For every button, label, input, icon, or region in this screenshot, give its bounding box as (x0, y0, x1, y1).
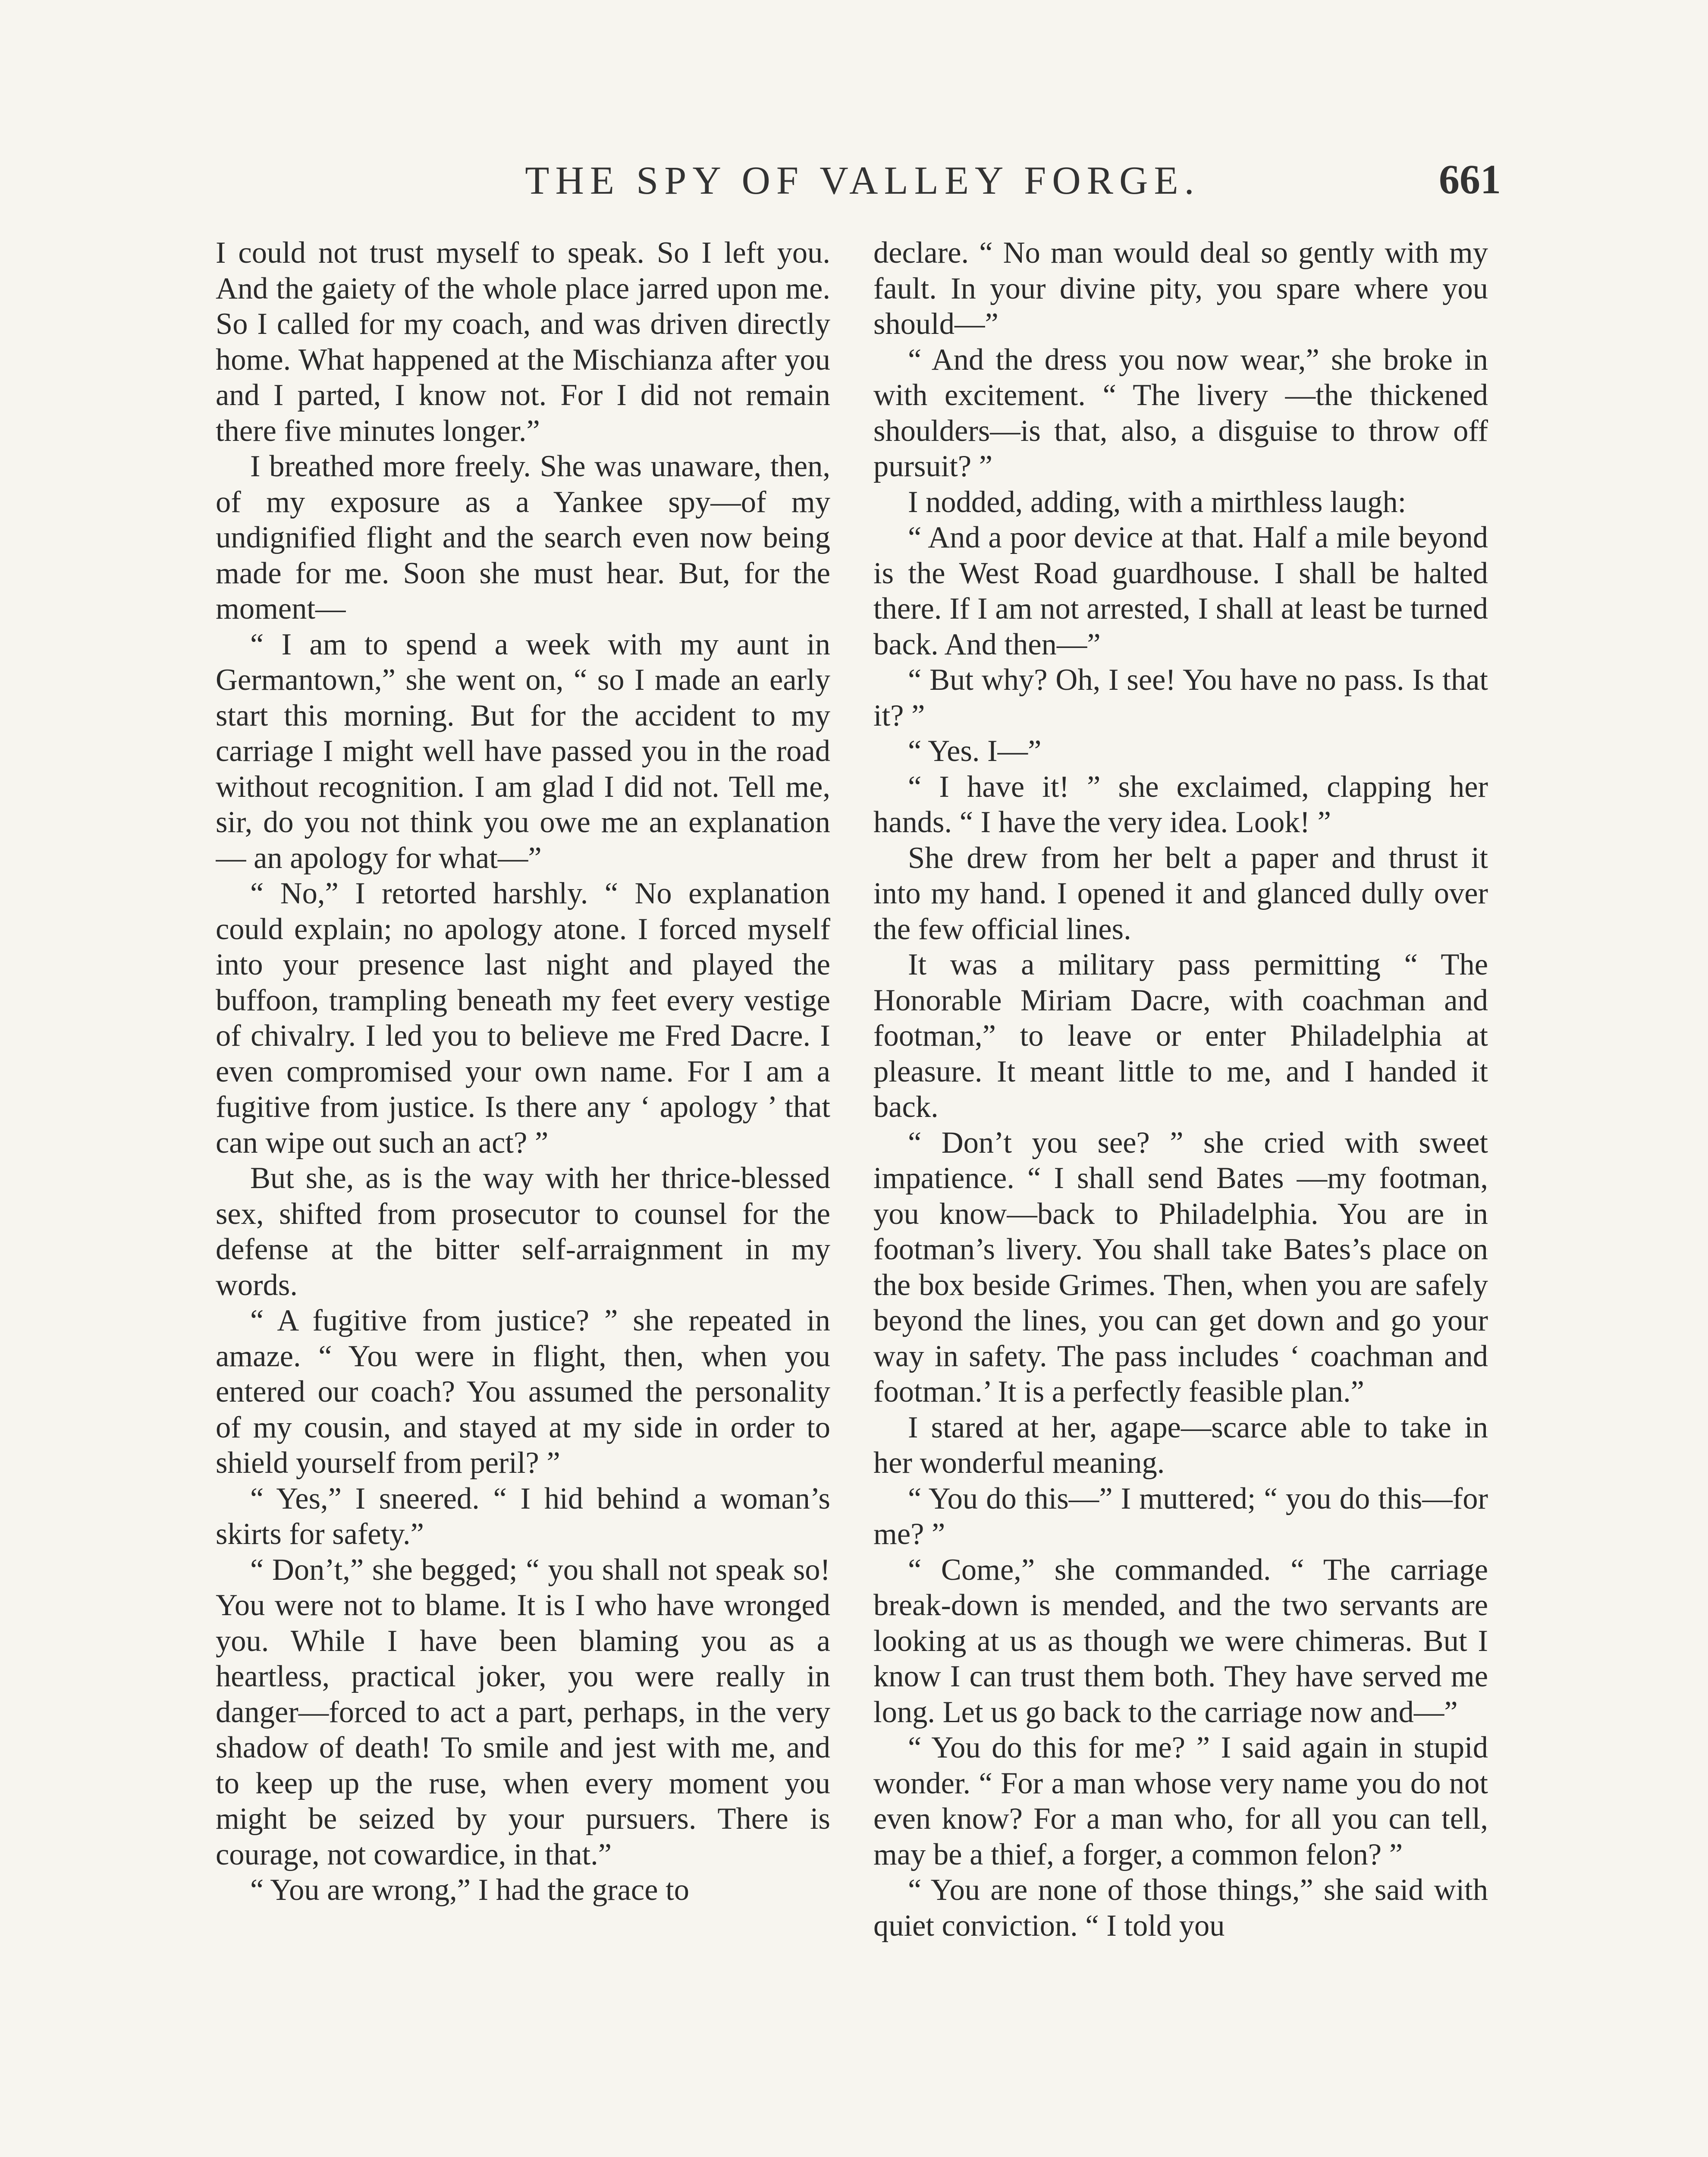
paragraph: “ I am to spend a week with my aunt in Germantown,” she went on, “ so I made an early start this morning. But for the accident to my carriage I might well have passed you in the road without recognition. I am glad I did not. Tell me, sir, do you not think you owe me an explanation — an apology for what—” (216, 627, 830, 875)
running-title: THE SPY OF VALLEY FORGE. (525, 158, 1200, 202)
paragraph: “ Yes. I—” (908, 734, 1042, 768)
paragraph: “ You do this—” I muttered; “ you do this—for me? ” (873, 1481, 1488, 1551)
paragraph: I nodded, adding, with a mirthless laugh: (908, 485, 1407, 519)
paragraph: I breathed more freely. She was unaware, then, of my exposure as a Yankee spy—of my undignified flight and the search even now being made for me. Soon she must hear. But, for the moment— (216, 450, 830, 626)
paragraph: “ Don’t you see? ” she cried with sweet impatience. “ I shall send Bates —my footman, you know—back to Philadelphia. You are in footman’s livery. You shall take Bates’s place on the box beside Grimes. Then, when you are safely beyond the lines, you can get down and go your way in safety. The pass includes ‘ coachman and footman.’ It is a perfectly feasible plan.” (873, 1126, 1488, 1409)
paragraph: “ A fugitive from justice? ” she repeated in amaze. “ You were in flight, then, when you entered our coach? You assumed the personality of my cousin, and stayed at my side in order to shield yourself from peril? ” (216, 1304, 830, 1480)
paragraph: But she, as is the way with her thrice-blessed sex, shifted from prosecutor to counsel for the defense at the bitter self-arraignment in my words. (216, 1161, 830, 1302)
paragraph: I could not trust myself to speak. So I left you. And the gaiety of the whole place jarred upon me. So I called for my coach, and was driven directly home. What happened at the Mischianza after you and I parted, I know not. For I did not remain there five minutes longer.” (216, 236, 830, 448)
right-column (873, 235, 1488, 2157)
paragraph: “ But why? Oh, I see! You have no pass. Is that it? ” (873, 663, 1488, 733)
page-number: 661 (1439, 156, 1501, 202)
paragraph: “ And the dress you now wear,” she broke in with excitement. “ The livery —the thickened shoulders—is that, also, a disguise to throw off pursuit? ” (873, 343, 1488, 483)
paragraph: “ Come,” she commanded. “ The carriage break-down is mended, and the two servants are looking at us as though we were chimeras. But I know I can trust them both. They have served me long. Let us go back to the carriage now and—” (873, 1553, 1488, 1729)
paragraph: “ Yes,” I sneered. “ I hid behind a woman’s skirts for safety.” (216, 1481, 830, 1551)
paragraph: “ Don’t,” she begged; “ you shall not speak so! You were not to blame. It is I who have wronged you. While I have been blaming you as a heartless, practical joker, you were really in danger—forced to act a part, perhaps, in the very shadow of death! To smile and jest with me, and to keep up the ruse, when every moment you might be seized by your pursuers. There is courage, not cowardice, in that.” (216, 1553, 830, 1871)
paragraph: “ And a poor device at that. Half a mile beyond is the West Road guardhouse. I shall be halted there. If I am not arrested, I shall at least be turned back. And then—” (873, 521, 1488, 661)
paragraph: “ You do this for me? ” I said again in stupid wonder. “ For a man whose very name you do not even know? For a man who, for all you can tell, may be a thief, a forger, a common felon? ” (873, 1731, 1488, 1871)
paragraph: “ I have it! ” she exclaimed, clapping her hands. “ I have the very idea. Look! ” (873, 770, 1488, 839)
paragraph: “ You are none of those things,” she said with quiet conviction. “ I told you (873, 1873, 1488, 1943)
paragraph: “ You are wrong,” I had the grace to (250, 1873, 689, 1907)
paragraph: She drew from her belt a paper and thrust it into my hand. I opened it and glanced dully over the few official lines. (873, 841, 1488, 946)
paragraph: “ No,” I retorted harshly. “ No explanation could explain; no apology atone. I forced myself into your presence last night and played the buffoon, trampling beneath my feet every vestige of chivalry. I led you to believe me Fred Dacre. I even compromised your own name. For I am a fugitive from justice. Is there any ‘ apology ’ that can wipe out such an act? ” (216, 877, 830, 1160)
paragraph: I stared at her, agape—scarce able to take in her wonderful meaning. (873, 1410, 1488, 1480)
paragraph: It was a military pass permitting “ The Honorable Miriam Dacre, with coachman and footman,” to leave or enter Philadelphia at pleasure. It meant little to me, and I handed it back. (873, 948, 1488, 1124)
paragraph: declare. “ No man would deal so gently with my fault. In your divine pity, you spare where you should—” (873, 236, 1488, 341)
left-column (216, 235, 830, 2157)
